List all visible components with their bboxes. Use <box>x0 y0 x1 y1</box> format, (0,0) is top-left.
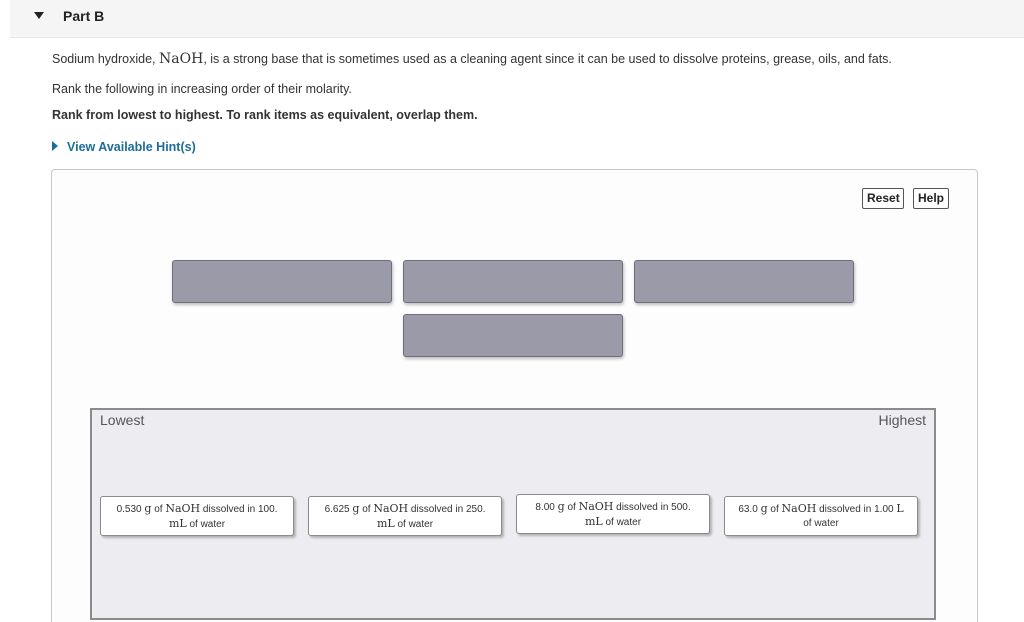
question-intro: Sodium hydroxide, <box>52 52 160 66</box>
empty-drop-slot[interactable] <box>403 260 623 303</box>
item-mass: 6.625 <box>324 504 350 515</box>
view-hints-link[interactable] <box>52 140 196 154</box>
item-chem: NaOH <box>781 502 817 515</box>
ranking-instruction: Rank from lowest to highest. To rank items as equivalent, overlap them. <box>52 108 478 122</box>
help-button[interactable]: Help <box>913 188 949 209</box>
ranking-item-card[interactable] <box>100 496 294 536</box>
expand-triangle-icon <box>52 141 58 151</box>
question-chem: NaOH <box>159 51 204 67</box>
reset-button[interactable]: Reset <box>862 188 904 209</box>
highest-label: Highest <box>878 412 926 428</box>
item-volume-unit: mL <box>376 517 395 530</box>
item-chem: NaOH <box>578 500 614 513</box>
item-dissolved: dissolved in 1.00 <box>819 504 894 515</box>
item-of: of <box>362 504 371 515</box>
question-text <box>52 51 892 67</box>
item-of: of <box>770 504 779 515</box>
item-mass-unit: g <box>352 502 360 515</box>
item-volume-unit: mL <box>168 517 187 530</box>
part-header <box>10 0 1024 38</box>
empty-drop-slot[interactable] <box>634 260 854 303</box>
ranking-item-card[interactable] <box>308 496 502 536</box>
item-mass: 8.00 <box>535 502 555 513</box>
part-title: Part B <box>63 8 105 24</box>
item-mass-unit: g <box>557 500 565 513</box>
item-dissolved: dissolved in 250. <box>410 504 486 515</box>
item-chem: NaOH <box>165 502 201 515</box>
empty-drop-slot[interactable] <box>172 260 392 303</box>
item-water: of water <box>803 518 839 529</box>
item-mass: 63.0 <box>738 504 758 515</box>
item-of: of <box>154 504 163 515</box>
item-water: of water <box>397 519 434 530</box>
item-water: of water <box>189 519 226 530</box>
question-rest: , is a strong base that is sometimes used as a cleaning agent since it can be used to dissolve proteins, grease, oils, and fats. <box>203 52 892 66</box>
instruction-text: Rank the following in increasing order of their molarity. <box>52 82 352 96</box>
item-dissolved: dissolved in 500. <box>616 502 691 513</box>
item-chem: NaOH <box>373 502 409 515</box>
item-mass-unit: g <box>144 502 152 515</box>
hint-label: View Available Hint(s) <box>67 140 196 154</box>
item-volume-unit: mL <box>584 515 603 528</box>
lowest-label: Lowest <box>100 412 145 428</box>
collapse-caret-icon[interactable] <box>34 12 44 19</box>
item-of: of <box>567 502 576 513</box>
empty-drop-slot[interactable] <box>403 314 623 357</box>
item-mass-unit: g <box>760 502 768 515</box>
ranking-item-card[interactable] <box>516 494 710 534</box>
item-volume-unit: L <box>896 502 904 515</box>
item-water: of water <box>605 517 642 528</box>
ranking-item-card[interactable] <box>724 496 918 536</box>
item-dissolved: dissolved in 100. <box>202 504 278 515</box>
ranking-drop-area[interactable] <box>90 408 936 620</box>
item-mass: 0.530 <box>116 504 142 515</box>
